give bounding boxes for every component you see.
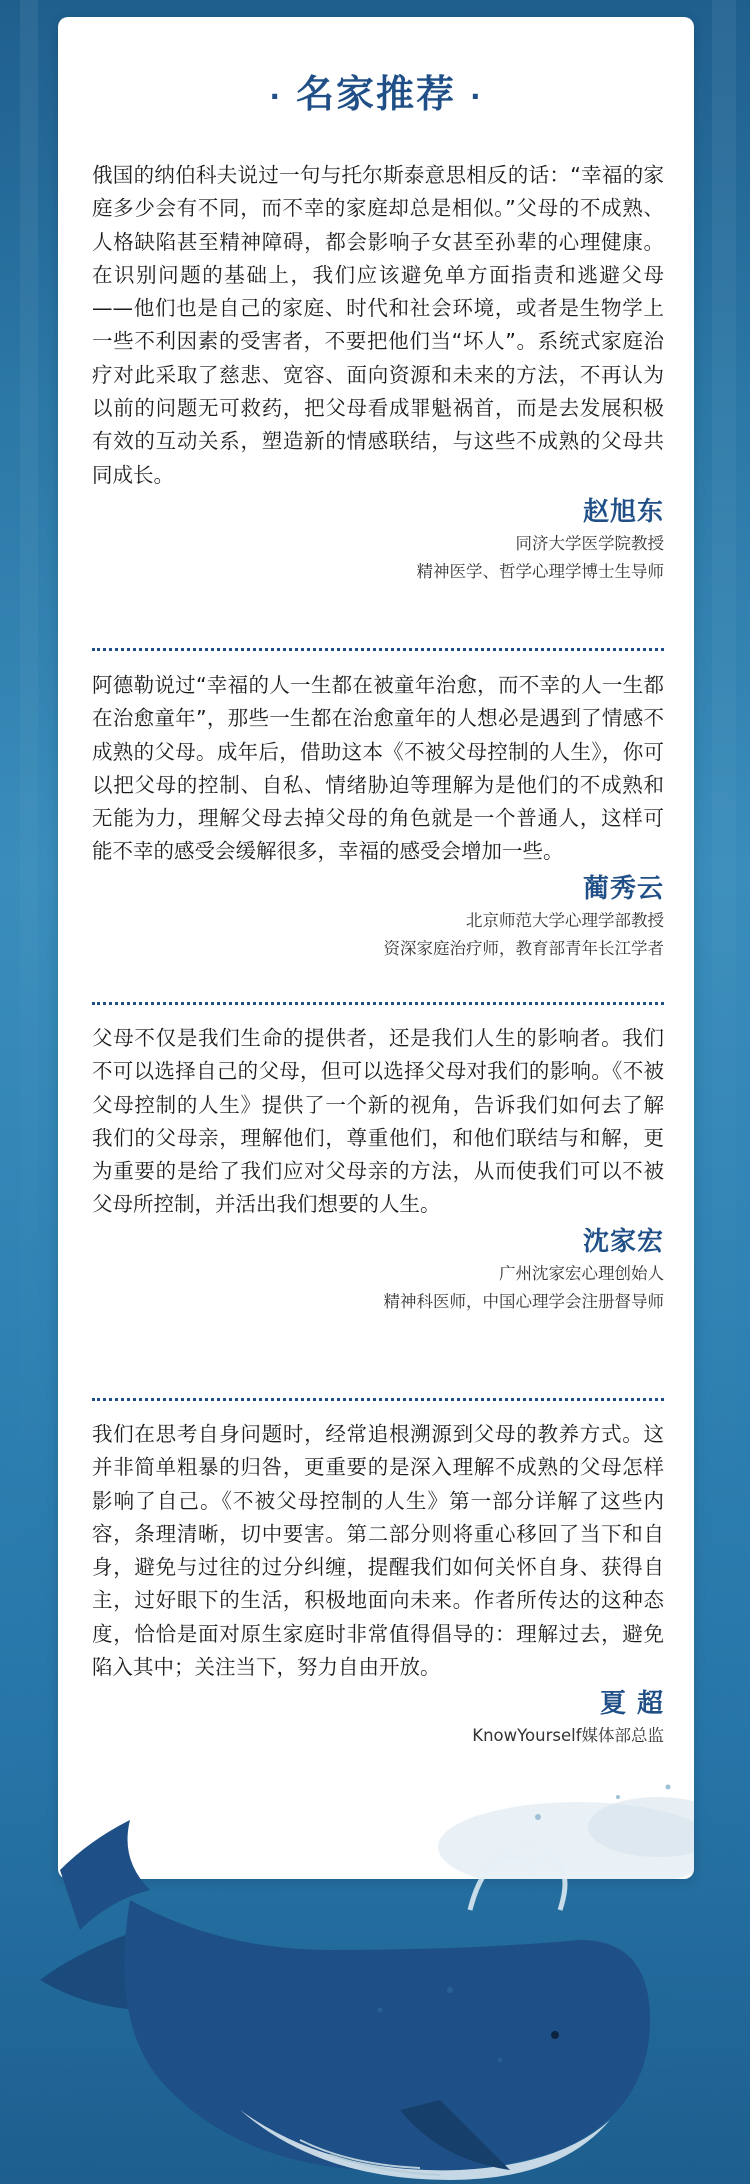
title-dot-left: · (269, 80, 282, 113)
section-divider (92, 648, 664, 651)
recommendation-text: 父母不仅是我们生命的提供者，还是我们人生的影响者。我们不可以选择自己的父母，但可以选择父母对我们的影响。《不被父母控制的人生》提供了一个新的视角，告诉我们如何去了解我们的父母亲，理解他们，尊重他们，和他们联结与和解，更为重要的是给了我们应对父母亲的方法，从而使我们可以不被父母所控制，并活出我们想要的人生。 (92, 1026, 664, 1217)
author-role: 精神医学、哲学心理学博士生导师 (416, 561, 664, 581)
title-text: 名家推荐 (295, 72, 456, 116)
recommendation-2 (92, 669, 664, 963)
recommendation-3 (92, 1022, 664, 1316)
recommendation-text: 阿德勒说过“幸福的人一生都在被童年治愈，而不幸的人一生都在治愈童年”，那些一生都在治愈童年的人想必是遇到了情感不成熟的父母。成年后，借助这本《不被父母控制的人生》，你可以把父母的控制、自私、情绪胁迫等理解为是他们的不成熟和无能为力，理解父母去掉父母的角色就是一个普通人，这样可能不幸的感受会缓解很多，幸福的感受会增加一些。 (92, 673, 664, 864)
author-role: 精神科医师，中国心理学会注册督导师 (383, 1291, 664, 1311)
recommendation-card (58, 17, 694, 1879)
recommendation-author: 夏 超 (599, 1689, 664, 1720)
section-divider (92, 1002, 664, 1005)
whale-icon (0, 1780, 750, 2180)
author-role: 同济大学医学院教授 (515, 533, 664, 553)
recommendation-4 (92, 1418, 664, 1750)
author-role: KnowYourself媒体部总监 (472, 1726, 664, 1746)
author-role: 资深家庭治疗师，教育部青年长江学者 (383, 938, 664, 958)
author-role: 北京师范大学心理学部教授 (466, 910, 664, 930)
whale-illustration (0, 1780, 750, 2180)
title-dot-right: · (470, 80, 483, 113)
section-divider (92, 1398, 664, 1401)
recommendation-author: 赵旭东 (582, 496, 664, 527)
recommendation-1 (92, 159, 664, 586)
page-title (58, 63, 694, 118)
author-role: 广州沈家宏心理创始人 (499, 1263, 664, 1283)
recommendation-author: 蔺秀云 (582, 873, 664, 904)
recommendation-text: 我们在思考自身问题时，经常追根溯源到父母的教养方式。这并非简单粗暴的归咎，更重要的是深入理解不成熟的父母怎样影响了自己。《不被父母控制的人生》第一部分详解了这些内容，条理清晰，切中要害。第二部分则将重心移回了当下和自身，避免与过往的过分纠缠，提醒我们如何关怀自身、获得自主，过好眼下的生活，积极地面向未来。作者所传达的这种态度，恰恰是面对原生家庭时非常值得倡导的：理解过去，避免陷入其中；关注当下，努力自由开放。 (92, 1422, 664, 1680)
recommendation-author: 沈家宏 (582, 1226, 664, 1257)
recommendation-text: 俄国的纳伯科夫说过一句与托尔斯泰意思相反的话：“幸福的家庭多少会有不同，而不幸的家庭却总是相似。”父母的不成熟、人格缺陷甚至精神障碍，都会影响子女甚至孙辈的心理健康。在识别问题的基础上，我们应该避免单方面指责和逃避父母——他们也是自己的家庭、时代和社会环境，或者是生物学上一些不利因素的受害者，不要把他们当“坏人”。系统式家庭治疗对此采取了慈悲、宽容、面向资源和未来的方法，不再认为以前的问题无可救药，把父母看成罪魁祸首，而是去发展积极有效的互动关系，塑造新的情感联结，与这些不成熟的父母共同成长。 (92, 163, 664, 487)
